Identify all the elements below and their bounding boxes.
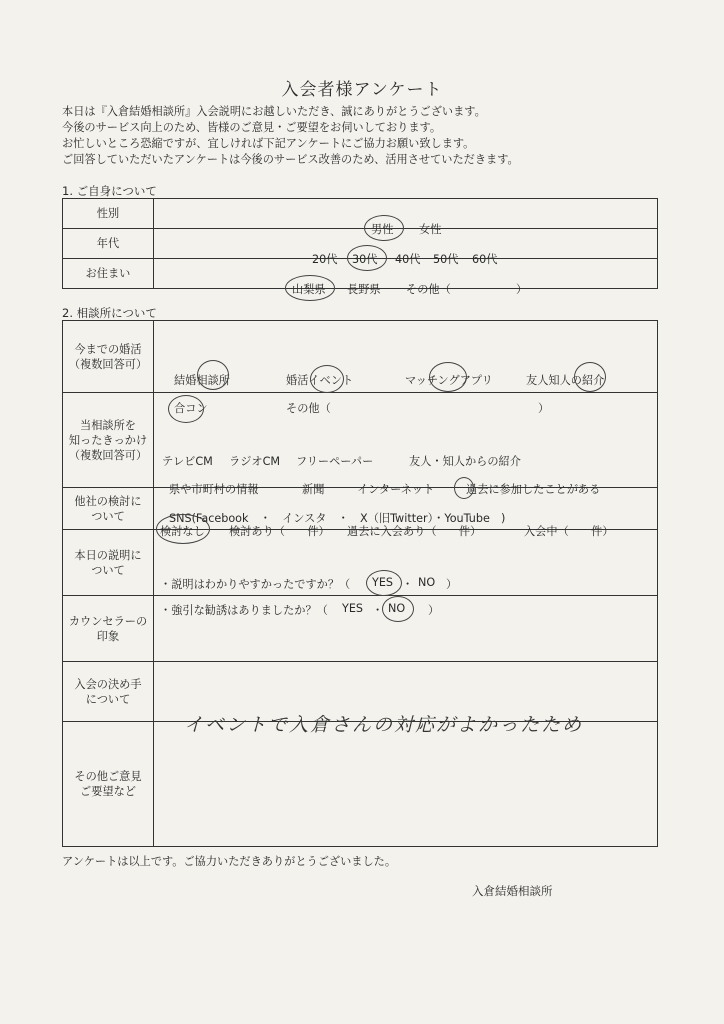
marriage-activity-options — [154, 321, 658, 415]
row-head: 入会の決め手 について — [63, 662, 154, 722]
intro-line: お忙しいところ恐縮ですが、宜しければ下記アンケートにご協力お願い致します。 — [62, 137, 475, 150]
option-other[interactable]: その他（ — [406, 282, 451, 296]
option-other-close: ） — [538, 401, 550, 415]
row-head: 本日の説明に ついて — [63, 530, 154, 596]
row-head: お住まい — [63, 259, 154, 289]
intro-text — [62, 104, 519, 168]
age-options — [154, 229, 658, 266]
option-newspaper[interactable]: 新聞 — [302, 483, 325, 496]
option-no[interactable]: NO — [388, 601, 406, 615]
option-free-paper[interactable]: フリーペーパー — [296, 455, 374, 468]
option-radio-cm[interactable]: ラジオCM — [229, 455, 281, 468]
row-gender — [63, 199, 658, 229]
option-none[interactable]: 検討なし — [160, 524, 205, 538]
option-past-member[interactable]: 過去に入会あり（ 件） — [347, 524, 482, 538]
option-friend-intro[interactable]: 友人知人の紹介 — [526, 373, 605, 387]
option-municipal-info[interactable]: 県や市町村の情報 — [169, 483, 259, 496]
section2-table — [62, 320, 658, 847]
row-head: 年代 — [63, 229, 154, 259]
option-40s[interactable]: 40代 — [395, 252, 421, 266]
row-head: カウンセラーの 印象 — [63, 596, 154, 662]
row-head: 当相談所を 知ったきっかけ （複数回答可） — [63, 393, 154, 488]
explanation-questions — [154, 530, 658, 617]
paren-close: ） — [428, 603, 440, 617]
section2-label: 2. 相談所について — [62, 306, 157, 320]
option-female[interactable]: 女性 — [419, 222, 442, 236]
option-30s[interactable]: 30代 — [352, 252, 378, 266]
option-50s[interactable]: 50代 — [433, 252, 459, 266]
option-internet[interactable]: インターネット — [357, 483, 435, 496]
option-yes[interactable]: YES — [372, 575, 394, 589]
row-head: 他社の検討に ついて — [63, 488, 154, 530]
option-no[interactable]: NO — [418, 575, 436, 589]
option-other[interactable]: その他（ — [286, 401, 331, 415]
organization-name: 入倉結婚相談所 — [472, 884, 553, 898]
option-current-member[interactable]: 入会中（ 件） — [524, 524, 614, 538]
separator: ・ — [372, 603, 384, 617]
option-past-participation[interactable]: 過去に参加したことがある — [466, 483, 601, 496]
option-60s[interactable]: 60代 — [472, 252, 498, 266]
option-nagano[interactable]: 長野県 — [347, 282, 381, 296]
paren-close: ） — [446, 577, 458, 591]
option-sns[interactable]: SNS(Facebook ・ インスタ ・ X（旧Twitter）・YouTube ) — [169, 512, 506, 525]
row-how-found — [63, 393, 658, 488]
row-marriage-activity — [63, 321, 658, 393]
option-yes[interactable]: YES — [342, 601, 364, 615]
survey-title: 入会者様アンケート — [281, 80, 443, 100]
gender-options — [154, 199, 658, 236]
question-pushy: ・強引な勧誘はありましたか？（ — [160, 603, 328, 617]
option-goukon[interactable]: 合コン — [174, 401, 208, 415]
separator: ・ — [402, 577, 414, 591]
intro-line: 本日は『入倉結婚相談所』入会説明にお越しいただき、誠にありがとうございます。 — [62, 105, 486, 118]
option-tv-cm[interactable]: テレビCM — [162, 455, 213, 468]
row-head: 今までの婚活 （複数回答可） — [63, 321, 154, 393]
option-event[interactable]: 婚活イベント — [286, 373, 354, 387]
option-yamanashi[interactable]: 山梨県 — [292, 282, 326, 296]
intro-line: 今後のサービス向上のため、皆様のご意見・ご要望をお伺いしております。 — [62, 121, 442, 134]
row-head: 性別 — [63, 199, 154, 229]
option-20s[interactable]: 20代 — [312, 252, 338, 266]
section1-table — [62, 198, 658, 296]
intro-line: ご回答していただいたアンケートは今後のサービス改善のため、活用させていただきます。 — [62, 153, 519, 166]
handwritten-answer: イベントで入倉さんの対応がよかったため — [184, 713, 584, 736]
other-comments-answer[interactable] — [154, 722, 658, 847]
row-head: その他ご意見 ご要望など — [63, 722, 154, 847]
option-friend-referral[interactable]: 友人・知人からの紹介 — [409, 455, 521, 468]
row-deciding-factor — [63, 662, 658, 722]
row-other-comments — [63, 722, 658, 847]
option-other-close: ） — [516, 282, 528, 296]
option-male[interactable]: 男性 — [371, 222, 394, 236]
deciding-factor-answer-cell[interactable] — [154, 662, 658, 736]
closing-text: アンケートは以上です。ご協力いただきありがとうございました。 — [62, 855, 397, 868]
section1-label: 1. ご自身について — [62, 184, 157, 198]
question-clarity: ・説明はわかりやすかったですか？（ — [160, 577, 351, 591]
how-found-options — [154, 393, 658, 525]
option-considered[interactable]: 検討あり（ 件） — [229, 524, 330, 538]
row-explanation — [63, 530, 658, 596]
row-age — [63, 229, 658, 259]
option-app[interactable]: マッチングアプリ — [405, 373, 493, 387]
option-agency[interactable]: 結婚相談所 — [174, 373, 230, 387]
